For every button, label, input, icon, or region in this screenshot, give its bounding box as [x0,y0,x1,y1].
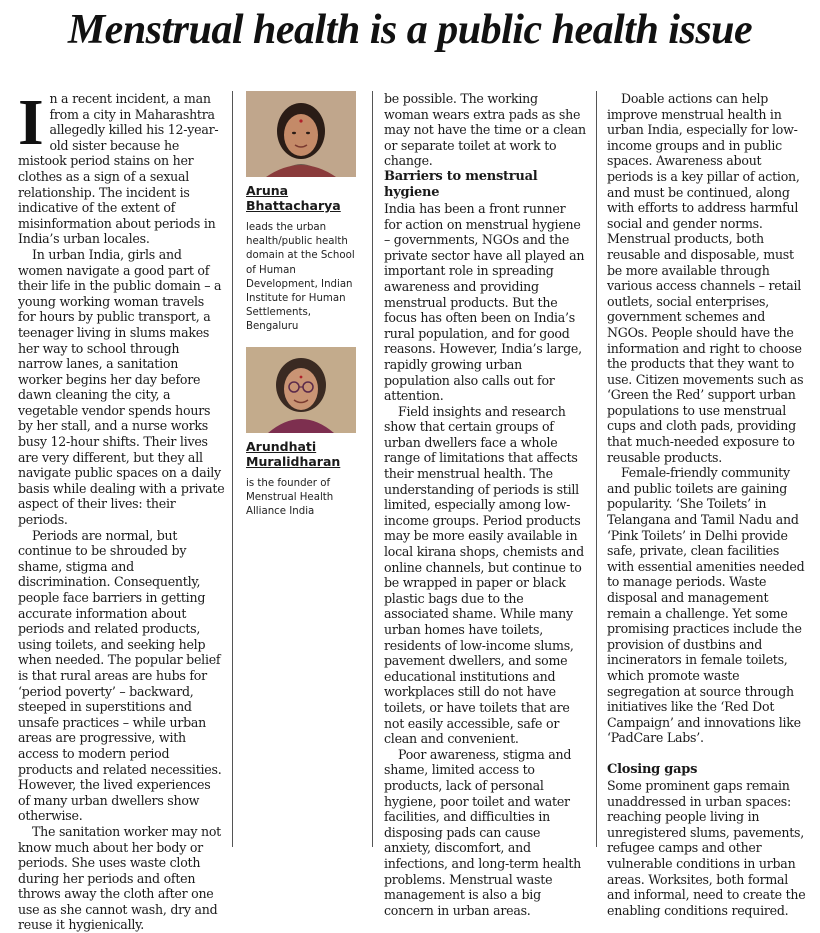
author-photo [246,347,356,433]
paragraph: Female-friendly community and public toilets are gaining popularity. ‘She Toilets’ in Telangana and Tamil Nadu and ‘Pink Toilets’ in Delhi provide safe, private, clean facilities with essential amenities needed to manage periods. Waste disposal and management remain a challenge. Yet some promising practices include the provision of dustbins and incinerators in female toilets, which promote waste segregation at source through initiatives like the ‘Red Dot Campaign’ and innovations like ‘PadCare Labs’. [607,465,805,746]
column-rule [372,91,373,847]
article-column-4 [607,91,809,918]
subheading: Barriers to menstrual hygiene [384,168,538,200]
author-panel [246,91,366,519]
paragraph: The sanitation worker may not know much about her body or periods. She uses waste cloth during her periods and often throws away the cloth after one use as she cannot wash, dry and reuse it hygienically. [18,823,221,933]
paragraph: Field insights and research show that certain groups of urban dwellers face a whole range of limitations that affects their menstrual health. The understanding of periods is still limited, especially among low-income groups. Period products may be more easily available in local kirana shops, chemists and online channels, but continue to be wrapped in paper or black plastic bags due to the associated shame. While many urban homes have toilets, residents of low-income slums, pavement dwellers, and some educational institutions and workplaces still do not have toilets, or have toilets that are not easily accessible, safe or clean and convenient. [384,403,584,747]
paragraph: In urban India, girls and women navigate a good part of their life in the public domain – a young working woman travels for hours by public transport, a teenager living in slums makes her way to school through narrow lanes, a sanitation worker begins her day before dawn cleaning the city, a vegetable vendor spends hours by her stall, and a nurse works busy 12-hour shifts. Their lives are very different, but they all navigate public spaces on a daily basis while dealing with a private aspect of their lives: their periods. [18,246,225,528]
author-name: Arundhati Muralidharan [246,438,341,469]
paragraph: India has been a front runner for action on menstrual hygiene – governments, NGOs and the private sector have all played an important role in spreading awareness and providing menstrual products. But the focus has often been on India’s rural population, and for good reasons. However, India’s large, rapidly growing urban population also calls out for attention. [384,200,585,404]
author-bio: is the founder of Menstrual Health Alliance India [246,477,334,518]
paragraph: Periods are normal, but continue to be shrouded by shame, stigma and discrimination. Consequently, people face barriers in getting accurate information about periods and related products, using toilets, and seeking help when needed. The popular belief is that rural areas are hubs for ‘period poverty’ – backward, steeped in superstitions and unsafe practices – while urban areas are progressive, with access to modern period products and related necessities. However, the lived experiences of many urban dwellers show otherwise. [18,527,222,824]
article-column-3 [384,91,586,918]
paragraph: be possible. The working woman wears extra pads as she may not have the time or a clean or separate toilet at work to change. [384,91,586,169]
author-name: Aruna Bhattacharya [246,183,341,213]
subheading: Closing gaps [607,761,698,777]
paragraph: Some prominent gaps remain unaddressed in urban spaces: reaching people living in unregistered slums, pavements, refugee camps and other vulnerable conditions in urban areas. Worksites, both formal and informal, need to create the enabling conditions required. [607,777,806,918]
column-rule [596,91,597,847]
column-rule [232,91,233,847]
author-bio: leads the urban health/public health domain at the School of Human Development, Indian Institute for Human Settlements, Bengaluru [246,222,355,333]
paragraph: Doable actions can help improve menstrual health in urban India, especially for low-income groups and in public spaces. Awareness about periods is a key pillar of action, and must be continued, along with efforts to address harmful social and gender norms. Menstrual products, both reusable and disposable, must be more available through various access channels – retail outlets, social enterprises, government schemes and NGOs. People should have the information and right to choose the products that they want to use. Citizen movements such as ‘Green the Red’ support urban populations to use menstrual cups and cloth pads, providing that much-needed exposure to reusable products. [607,91,804,465]
headline: Menstrual health is a public health issue [67,7,753,53]
paragraph: In a recent incident, a man from a city in Maharashtra allegedly killed his 12-year-old sister because he mistook period stains on her clothes as a sign of a sexual relationship. The incident is indicative of the extent of misinformation about periods in India’s urban locales. [18,86,219,247]
paragraph: Poor awareness, stigma and shame, limited access to products, lack of personal hygiene, poor toilet and water facilities, and difficulties in disposing pads can cause anxiety, discomfort, and infections, and long-term health problems. Menstrual waste management is also a big concern in urban areas. [384,746,582,918]
author-photo [246,91,356,177]
article-column-1 [18,86,225,933]
drop-cap: I [18,86,44,159]
